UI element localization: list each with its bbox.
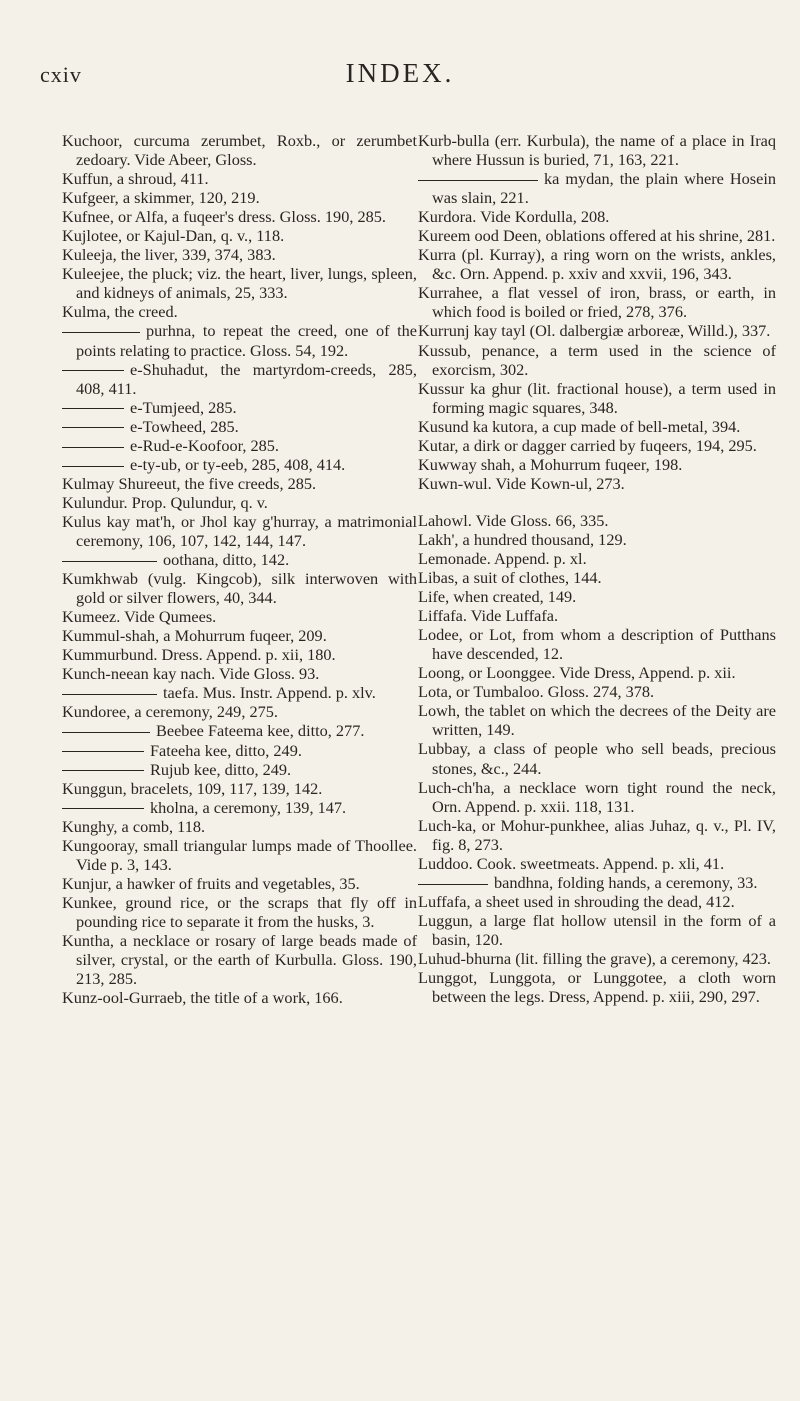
entry-text: oothana, ditto, 142. [163, 550, 290, 570]
index-entry [62, 931, 417, 988]
index-entry [418, 474, 776, 493]
index-entry [418, 892, 776, 911]
entry-text: Kummul-shah, a Mohurrum fuqeer, 209. [62, 626, 327, 646]
ditto-dash [62, 447, 124, 448]
index-entry [62, 779, 417, 798]
index-entry [62, 264, 417, 302]
index-subentry [418, 873, 776, 892]
index-entry [62, 493, 417, 512]
entry-text: Kuwn-wul. Vide Kown-ul, 273. [418, 473, 625, 493]
index-subentry [62, 741, 417, 760]
ditto-dash [62, 561, 157, 562]
index-subentry [62, 455, 417, 474]
ditto-dash [62, 732, 150, 733]
entry-text: taefa. Mus. Instr. Append. p. xlv. [163, 683, 376, 703]
entry-text: Kumeez. Vide Qumees. [62, 607, 217, 627]
entry-text: bandhna, folding hands, a ceremony, 33. [494, 872, 758, 892]
index-entry [62, 626, 417, 645]
index-entry [62, 836, 417, 874]
index-entry [418, 568, 776, 587]
index-entry [62, 874, 417, 893]
index-entry [418, 816, 776, 854]
entry-text: e-Rud-e-Koofoor, 285. [130, 435, 280, 455]
index-entry [418, 417, 776, 436]
ditto-dash [62, 466, 124, 467]
index-entry [62, 226, 417, 245]
index-entry [418, 131, 776, 169]
index-subentry [62, 360, 417, 398]
index-entry [418, 949, 776, 968]
entry-text: Kussur ka ghur (lit. fractional house), a term used in forming magic squares, 348. [418, 378, 776, 417]
index-subentry [62, 798, 417, 817]
entry-text: Lemonade. Append. p. xl. [418, 548, 587, 568]
entry-text: Lota, or Tumbaloo. Gloss. 274, 378. [418, 682, 655, 702]
entry-text: Lunggot, Lunggota, or Lunggotee, a cloth worn between the legs. Dress, Append. p. xiii, 290, 297. [418, 968, 776, 1007]
entry-text: Lahowl. Vide Gloss. 66, 335. [418, 510, 609, 530]
entry-text: Kufnee, or Alfa, a fuqeer's dress. Gloss. 190, 285. [62, 207, 386, 227]
entry-text: Kummurbund. Dress. Append. p. xii, 180. [62, 645, 336, 665]
entry-text: Kunch-neean kay nach. Vide Gloss. 93. [62, 664, 320, 684]
entry-text: Kuleejee, the pluck; viz. the heart, liver, lungs, spleen, and kidneys of animals, 25, 333. [62, 264, 417, 303]
entry-text: Kutar, a dirk or dagger carried by fuqeers, 194, 295. [418, 435, 757, 455]
index-entry [418, 854, 776, 873]
entry-text: Rujub kee, ditto, 249. [150, 759, 292, 779]
entry-text: Kuwway shah, a Mohurrum fuqeer, 198. [418, 454, 683, 474]
ditto-dash [62, 770, 144, 771]
entry-text: Kundoree, a ceremony, 249, 275. [62, 702, 278, 722]
index-entry [62, 569, 417, 607]
entry-text: Kussub, penance, a term used in the science of exorcism, 302. [418, 340, 776, 379]
index-entry [418, 379, 776, 417]
entry-text: e-Shuhadut, the martyrdom-creeds, 285, 408, 411. [76, 359, 417, 398]
index-entry [62, 645, 417, 664]
entry-text: Kunkee, ground rice, or the scraps that fly off in pounding rice to separate it from the husks, 3. [62, 892, 417, 931]
entry-text: Luch-ka, or Mohur-punkhee, alias Juhaz, q. v., Pl. IV, fig. 8, 273. [418, 815, 776, 854]
entry-text: Luffafa, a sheet used in shrouding the dead, 412. [418, 891, 735, 911]
entry-text: Libas, a suit of clothes, 144. [418, 568, 602, 588]
index-entry [62, 988, 417, 1007]
entry-text: e-ty-ub, or ty-eeb, 285, 408, 414. [130, 454, 346, 474]
entry-text: Beebee Fateema kee, ditto, 277. [156, 721, 365, 741]
index-entry [418, 739, 776, 777]
index-entry [418, 549, 776, 568]
entry-text: Luch-ch'ha, a necklace worn tight round the neck, Orn. Append. p. xxii. 118, 131. [418, 777, 776, 816]
index-entry [418, 968, 776, 1006]
index-entry [418, 283, 776, 321]
index-entry [418, 911, 776, 949]
index-entry [418, 663, 776, 682]
index-subentry [62, 398, 417, 417]
entry-text: Kungooray, small triangular lumps made of Thoollee. Vide p. 3, 143. [62, 835, 417, 874]
entry-text: Kuleeja, the liver, 339, 374, 383. [62, 245, 276, 265]
index-entry [62, 245, 417, 264]
entry-text: Kulmay Shureeut, the five creeds, 285. [62, 473, 317, 493]
index-entry [62, 169, 417, 188]
index-entry [62, 188, 417, 207]
ditto-dash [418, 884, 488, 885]
index-subentry [62, 760, 417, 779]
index-entry [62, 893, 417, 931]
index-entry [418, 682, 776, 701]
entry-text: Kuffun, a shroud, 411. [62, 169, 209, 189]
left-column [62, 131, 417, 1007]
entry-text: Kurra (pl. Kurray), a ring worn on the wrists, ankles, &c. Orn. Append. p. xxiv and xxvii, 196, 343. [418, 245, 776, 284]
index-entry [418, 587, 776, 606]
entry-text: Lowh, the tablet on which the decrees of the Deity are written, 149. [418, 701, 776, 740]
index-subentry [62, 417, 417, 436]
entry-text: Lakh', a hundred thousand, 129. [418, 529, 627, 549]
index-entry [62, 607, 417, 626]
ditto-dash [62, 751, 144, 752]
index-entry [418, 778, 776, 816]
entry-text: Kunghy, a comb, 118. [62, 816, 206, 836]
index-entry [418, 455, 776, 474]
index-entry [418, 341, 776, 379]
entry-text: Kurdora. Vide Kordulla, 208. [418, 207, 610, 227]
index-entry [418, 207, 776, 226]
index-entry [418, 321, 776, 340]
entry-text: Luddoo. Cook. sweetmeats. Append. p. xli, 41. [418, 853, 725, 873]
index-entry [62, 474, 417, 493]
index-entry [62, 817, 417, 836]
entry-text: Kulundur. Prop. Qulundur, q. v. [62, 492, 268, 512]
index-entry [418, 245, 776, 283]
index-entry [62, 131, 417, 169]
entry-text: Kulma, the creed. [62, 302, 178, 322]
index-entry [418, 701, 776, 739]
index-entry [418, 511, 776, 530]
entry-text: Kuchoor, curcuma zerumbet, Roxb., or zerumbet zedoary. Vide Abeer, Gloss. [62, 131, 417, 170]
ditto-dash [62, 808, 144, 809]
entry-text: e-Towheed, 285. [130, 416, 239, 436]
entry-text: Luggun, a large flat hollow utensil in the form of a basin, 120. [418, 910, 776, 949]
index-entry [418, 436, 776, 455]
entry-text: Luhud-bhurna (lit. filling the grave), a ceremony, 423. [418, 948, 771, 968]
entry-text: ka mydan, the plain where Hosein was slain, 221. [432, 169, 776, 208]
entry-text: kholna, a ceremony, 139, 147. [150, 797, 347, 817]
entry-text: Kunggun, bracelets, 109, 117, 139, 142. [62, 778, 323, 798]
entry-text: Kujlotee, or Kajul-Dan, q. v., 118. [62, 226, 285, 246]
index-subentry [62, 683, 417, 702]
entry-text: Fateeha kee, ditto, 249. [150, 740, 302, 760]
entry-text: Kumkhwab (vulg. Kingcob), silk interwoven with gold or silver flowers, 40, 344. [62, 569, 417, 608]
entry-text: Kunz-ool-Gurraeb, the title of a work, 166. [62, 988, 343, 1008]
page-title: INDEX. [345, 58, 455, 88]
entry-text: Kusund ka kutora, a cup made of bell-metal, 394. [418, 416, 741, 436]
ditto-dash [62, 427, 124, 428]
entry-text: Life, when created, 149. [418, 587, 577, 607]
entry-text: purhna, to repeat the creed, one of the points relating to practice. Gloss. 54, 192. [76, 321, 417, 360]
index-entry [62, 702, 417, 721]
entry-text: Kurb-bulla (err. Kurbula), the name of a place in Iraq where Hussun is buried, 71, 163, 221. [418, 131, 776, 170]
entry-text: Loong, or Loonggee. Vide Dress, Append. p. xii. [418, 663, 736, 683]
entry-text: Lodee, or Lot, from whom a description of Putthans have descended, 12. [418, 625, 776, 664]
index-subentry [418, 169, 776, 207]
page-number: cxiv [40, 62, 82, 87]
index-subentry [62, 550, 417, 569]
ditto-dash [62, 370, 124, 371]
ditto-dash [62, 332, 140, 333]
entry-text: Lubbay, a class of people who sell beads, precious stones, &c., 244. [418, 739, 776, 778]
index-entry [62, 207, 417, 226]
index-entry [62, 664, 417, 683]
index-subentry [62, 721, 417, 740]
entry-text: Liffafa. Vide Luffafa. [418, 606, 559, 626]
entry-text: e-Tumjeed, 285. [130, 397, 237, 417]
ditto-dash [418, 180, 538, 181]
entry-text: Kufgeer, a skimmer, 120, 219. [62, 188, 260, 208]
ditto-dash [62, 694, 157, 695]
entry-text: Kurrunj kay tayl (Ol. dalbergiæ arboreæ, Willd.), 337. [418, 321, 771, 341]
entry-text: Kunjur, a hawker of fruits and vegetables, 35. [62, 873, 360, 893]
index-entry [418, 625, 776, 663]
index-entry [62, 512, 417, 550]
index-entry [62, 302, 417, 321]
entry-text: Kurrahee, a flat vessel of iron, brass, or earth, in which food is boiled or fried, 278, 376. [418, 283, 776, 322]
index-entry [418, 530, 776, 549]
right-column [418, 131, 776, 1006]
index-subentry [62, 436, 417, 455]
entry-text: Kulus kay mat'h, or Jhol kay g'hurray, a matrimonial ceremony, 106, 107, 142, 144, 147. [62, 511, 417, 550]
entry-text: Kureem ood Deen, oblations offered at his shrine, 281. [418, 226, 776, 246]
ditto-dash [62, 408, 124, 409]
section-gap [418, 493, 776, 511]
index-entry [418, 606, 776, 625]
index-entry [418, 226, 776, 245]
index-subentry [62, 321, 417, 359]
entry-text: Kuntha, a necklace or rosary of large beads made of silver, crystal, or the earth of Kurbulla. Gloss. 190, 213, 285. [62, 930, 417, 989]
